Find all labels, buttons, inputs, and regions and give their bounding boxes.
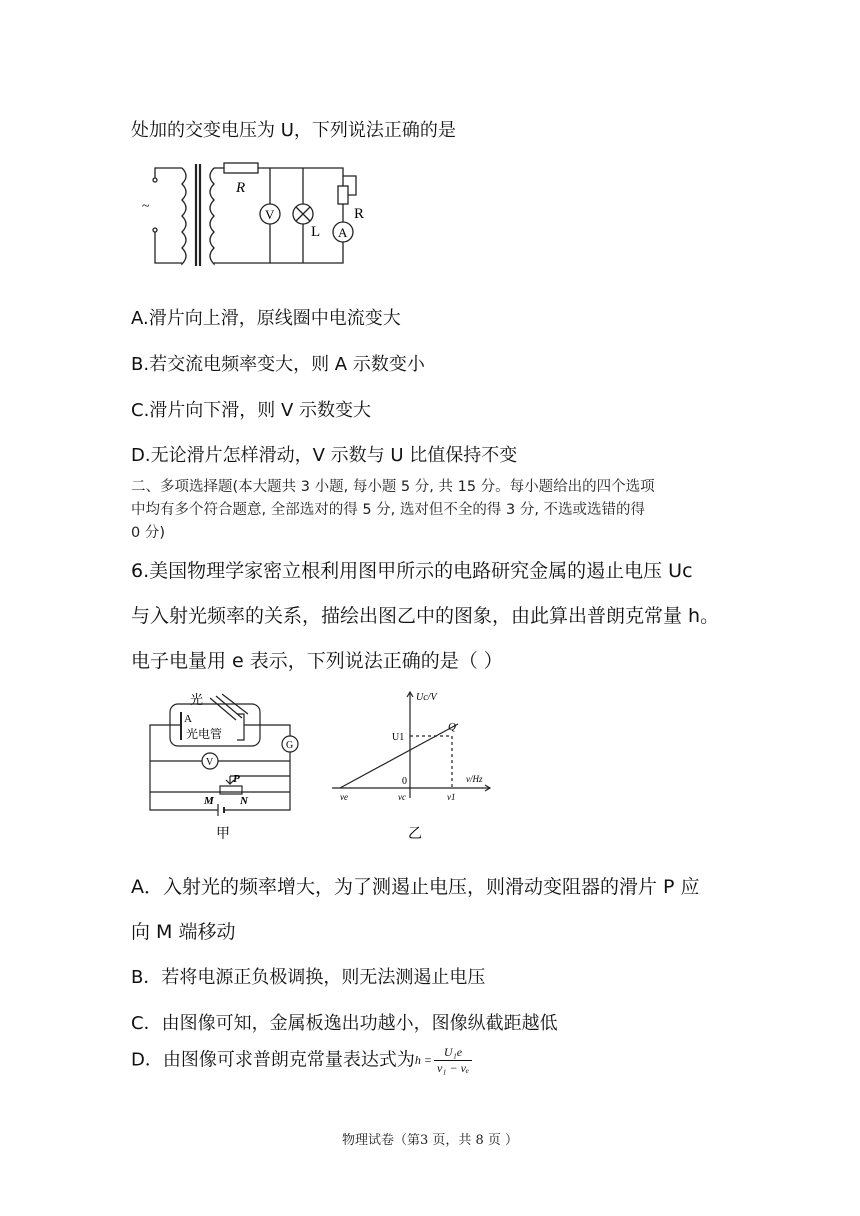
q5-label-r2: R <box>354 206 365 222</box>
q6-option-d-text: D．由图像可求普朗克常量表达式为 <box>131 1049 415 1071</box>
q5-label-l: L <box>311 224 321 240</box>
yi-label-xaxis: ν/Hz <box>466 774 483 784</box>
q6-figure-jia <box>140 692 310 842</box>
yi-label-origin: 0 <box>402 776 407 787</box>
q6-option-d-denominator: ν₁ − νₑ <box>436 1061 470 1075</box>
jia-label-p: P <box>233 773 240 785</box>
jia-caption: 甲 <box>216 827 230 842</box>
q6-option-b: B．若将电源正负极调换，则无法测遏止电压 <box>131 967 486 988</box>
q5-circuit-figure <box>140 158 370 274</box>
jia-label-n: N <box>240 795 248 807</box>
page-footer: 物理试卷（第3 页，共 8 页 ） <box>341 1133 519 1148</box>
section2-line3: 0 分) <box>131 525 165 541</box>
q6-stem-line2: 与入射光频率的关系，描绘出图乙中的图象，由此算出普朗克常量 h。 <box>131 605 720 627</box>
yi-caption: 乙 <box>408 827 422 842</box>
q6-option-d-h: h = <box>414 1053 432 1067</box>
jia-label-v: V <box>206 757 214 768</box>
yi-label-vc: νc <box>398 792 406 802</box>
jia-label-tube: 光电管 <box>186 727 223 741</box>
q6-option-a-line2: 向 M 端移动 <box>131 921 236 943</box>
yi-label-q: Q <box>448 721 456 733</box>
q5-option-c: C.滑片向下滑，则 V 示数变大 <box>131 400 372 421</box>
yi-label-u1: U1 <box>392 732 405 743</box>
q6-option-a-line1: A．入射光的频率增大，为了测遏止电压，则滑动变阻器的滑片 P 应 <box>131 876 700 898</box>
section2-line1: 二、多项选择题(本大题共 3 小题, 每小题 5 分, 共 15 分。每小题给出的四个选项 <box>131 479 655 495</box>
yi-label-yaxis: Uc/V <box>416 692 437 703</box>
q5-label-a: A <box>338 225 348 240</box>
q6-option-c: C．由图像可知，金属板逸出功越小，图像纵截距越低 <box>131 1013 558 1034</box>
q5-label-source: ~ <box>142 199 150 214</box>
q6-option-d-numerator: U₁e <box>434 1045 472 1061</box>
yi-label-v1: ν1 <box>447 792 456 802</box>
section2-line2: 中均有多个符合题意, 全部选对的得 5 分, 选对但不全的得 3 分, 不选或选错的得 <box>131 502 646 518</box>
jia-label-m: M <box>204 795 214 807</box>
q6-stem-line3: 电子电量用 e 表示，下列说法正确的是（ ） <box>131 650 503 672</box>
q5-label-v: V <box>265 207 275 222</box>
q5-option-d: D.无论滑片怎样滑动，V 示数与 U 比值保持不变 <box>131 445 518 466</box>
jia-label-light: 光 <box>190 692 204 707</box>
q6-figure-yi <box>330 688 500 842</box>
yi-label-ve: νe <box>340 792 348 802</box>
q5-option-b: B.若交流电频率变大，则 A 示数变小 <box>131 354 425 375</box>
q5-stem: 处加的交变电压为 U，下列说法正确的是 <box>131 120 456 141</box>
q5-label-r1: R <box>236 180 246 196</box>
jia-label-g: G <box>286 740 294 751</box>
q6-option-d-fraction <box>434 1045 472 1076</box>
q6-option-d <box>131 1045 472 1076</box>
q5-option-a: A.滑片向上滑，原线圈中电流变大 <box>131 308 401 329</box>
q6-stem-line1: 6.美国物理学家密立根利用图甲所示的电路研究金属的遏止电压 Uc <box>131 560 693 582</box>
jia-label-a: A <box>184 713 192 725</box>
